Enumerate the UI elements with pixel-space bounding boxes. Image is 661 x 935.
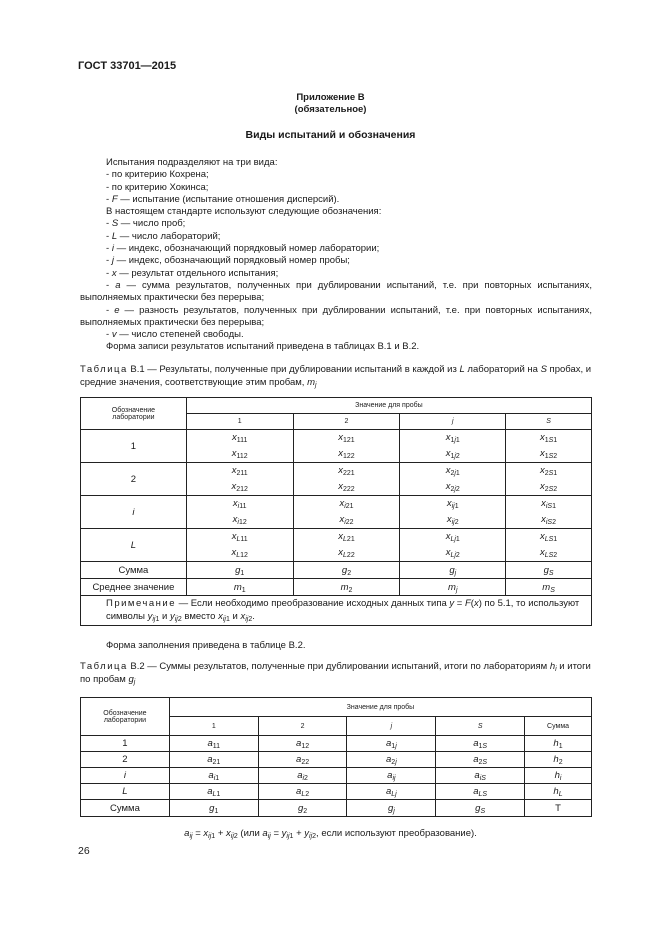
section-heading: Виды испытаний и обозначения — [245, 129, 416, 141]
appendix-status: (обязательное) — [294, 104, 367, 115]
form-fill-text: Форма заполнения приведена в таблице В.2. — [106, 640, 306, 651]
table1-caption: Таблица В.1 — Результаты, полученные при дублировании испытаний в каждой из L лабораторий на S пробах, и средние значения, соответствующие этим пробам, $m_j$ — [80, 364, 592, 389]
table2-caption: Таблица В.2 — Суммы результатов, полученные при дублировании испытаний, итоги по лабораториям $h_i$ и итоги по пробам $g_j$ — [80, 661, 591, 686]
page-number: 26 — [78, 845, 90, 857]
sums-table: Обозначение лаборатории Значение для пробы 1 2 j S Сумма 1 $a_{11}$ $a_{12}$ $a_{1j}$ $a_{1S}$ $h_1$ 2 $a_{21}$ $a_{22}$ $a_{2j}$ $a_{2S}$ $h_2$ i $a_{i1}$ $a_{i2}$ $a_{ij}$ $a_{iS}$ $h_i$ L $a_{L1}$ $a_{L2}$ $a_{Lj}$ $a_{LS}$ $h_L$ Сумма $g_1$ $g_2$ $g_j$ $g_S$ T — [80, 697, 592, 817]
appendix-title: Приложение В — [296, 92, 365, 103]
intro-text: Испытания подразделяют на три вида: - по критерию Кохрена; - по критерию Хокинса; - F — испытание (испытание отношения дисперсий). В настоящем стандарте используют следующие обозначения: - S — число проб; - L — число лабораторий; - i — индекс, обозначающий порядковый номер лаборатории; - j — индекс, обозначающий порядковый номер пробы; - x — результат отдельного испытания; - a — сумма результатов, полученных при дублировании испытаний, т.е. при повторных испытаниях, выполняемых практически без перерыва; - e — разность результатов, полученных при дублировании испытаний, т.е. при повторных испытаниях, выполняемых практически без перерыва; - v — число степеней свободы. Форма записи результатов испытаний приведена в таблицах В.1 и В.2. — [80, 157, 592, 353]
document-header: ГОСТ 33701—2015 — [78, 60, 177, 72]
results-table: Обозначение лаборатории Значение для пробы 1 2 j S 1 $x_{111}$ $x_{112}$ $x_{121}$ $x_{122}$ $x_{1j1}$ $x_{1j2}$ $x_{1S1}$ $x_{1S2}$ 2 $x_{211}$ $x_{212}$ $x_{221}$ $x_{222}$ $x_{2j1}$ $x_{2j2}$ $x_{2S1}$ $x_{2S2}$ i $x_{i11}$ $x_{i12}$ $x_{i21}$ $x_{i22}$ $x_{ij1}$ $x_{ij2}$ $x_{iS1}$ $x_{iS2}$ L $x_{L11}$ $x_{L12}$ $x_{L21}$ $x_{L22}$ $x_{Lj1}$ $x_{Lj2}$ $x_{LS1}$ $x_{LS2}$ Сумма $g_1$ $g_2$ $g_j$ $g_S$ Среднее значение $m_1$ $m_2$ $m_j$ $m_S$ Примечание — Если необходимо преобразование исходных данных типа y = F(x) по 5.1, то используют символы $y_{ij1}$ и $y_{ij2}$ вместо $x_{ij1}$ и $x_{ij2}$. — [80, 397, 592, 626]
formula-line: $a_{ij} = x_{ij1} + x_{ij2}$ (или $a_{ij} = y_{ij1} + y_{ij2}$, если используют преобразование). — [184, 828, 477, 840]
